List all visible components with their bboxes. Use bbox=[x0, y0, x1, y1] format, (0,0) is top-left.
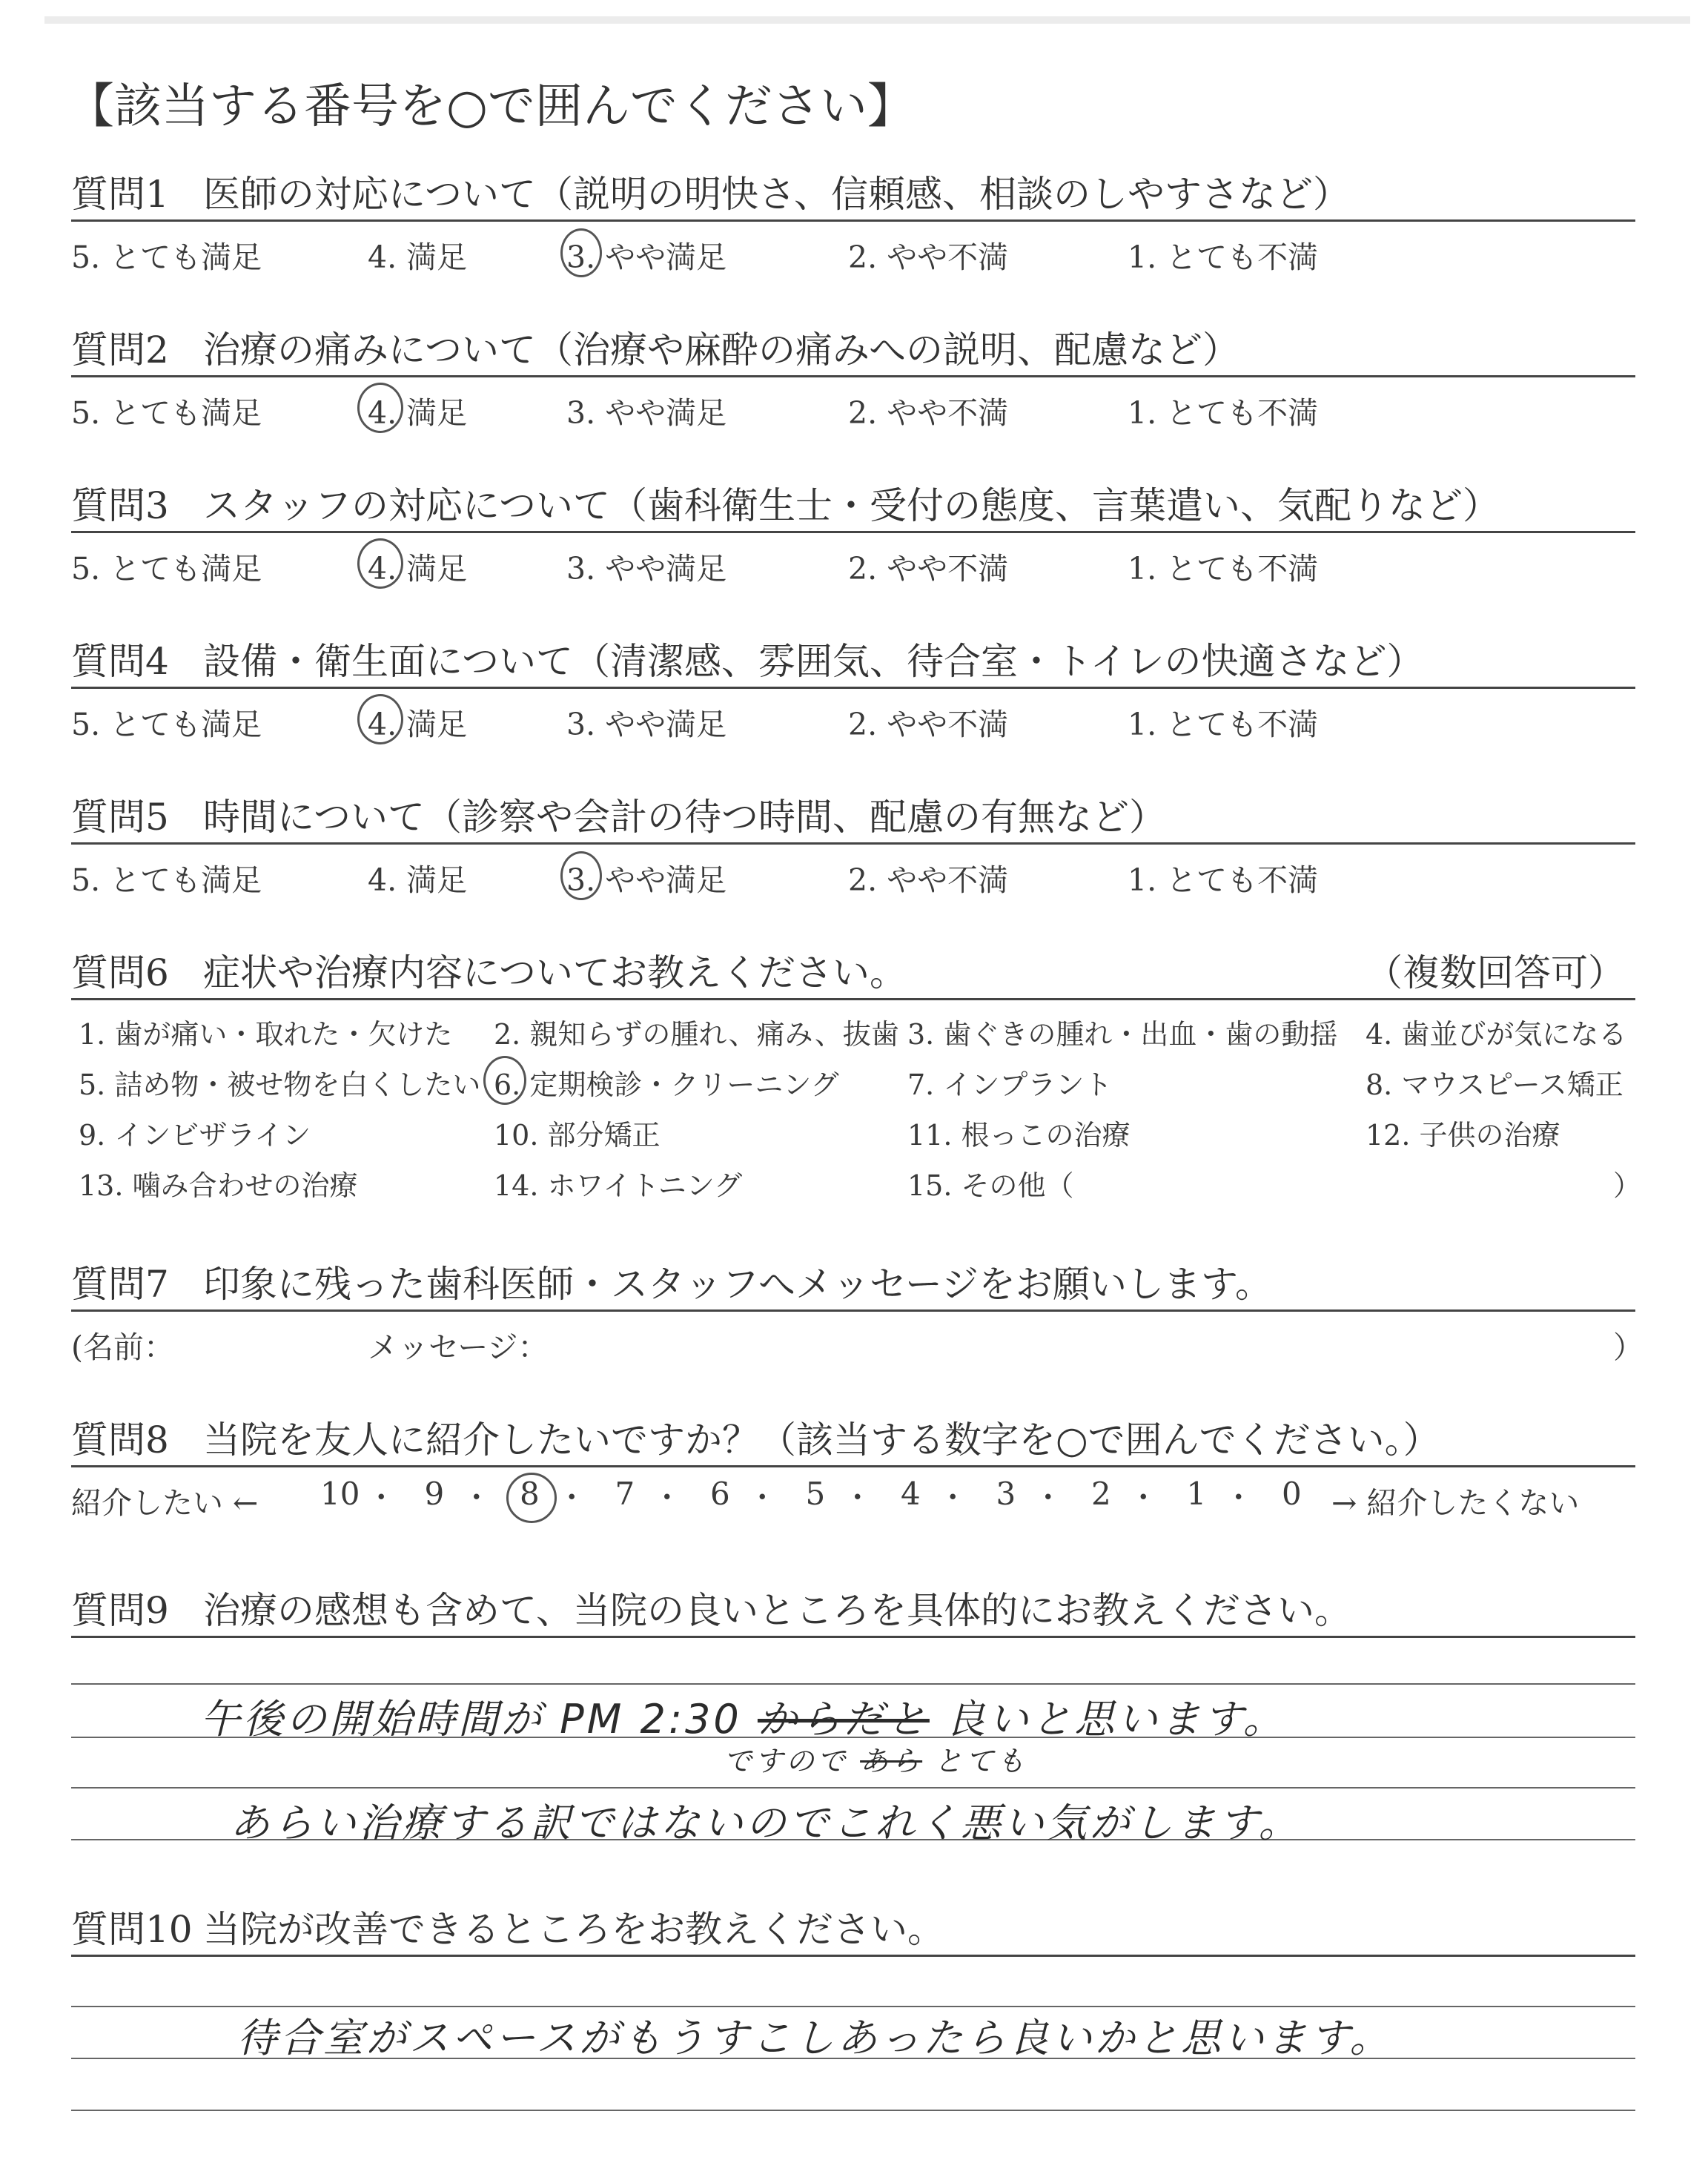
option-3[interactable]: 3. やや満足 bbox=[566, 551, 727, 587]
option-3[interactable]: 3. やや満足 bbox=[566, 862, 727, 898]
question-text: 当院が改善できるところをお教えください。 bbox=[203, 1908, 944, 1951]
question-text: 印象に残った歯科医師・スタッフへメッセージをお願いします。 bbox=[203, 1263, 1272, 1306]
question-1 bbox=[71, 165, 1635, 313]
question-text: 治療の感想も含めて、当院の良いところを具体的にお教えください。 bbox=[203, 1589, 1351, 1632]
other-close-paren: ） bbox=[1613, 1169, 1642, 1202]
scale-separator: ・ bbox=[747, 1481, 778, 1515]
question-number: 質問3 bbox=[71, 484, 169, 527]
message-close-paren: ） bbox=[1613, 1330, 1644, 1365]
multiple-answers-note: （複数回答可） bbox=[1366, 951, 1625, 994]
question-rule bbox=[71, 687, 1635, 689]
question-2 bbox=[71, 320, 1635, 469]
scale-value-8[interactable]: 8 bbox=[520, 1476, 540, 1512]
question-number: 質問2 bbox=[71, 328, 169, 371]
recommend-left-label: 紹介したい ← bbox=[71, 1485, 259, 1521]
treatment-item-3[interactable]: 3. 歯ぐきの腫れ・出血・歯の動揺 bbox=[907, 1018, 1338, 1051]
answer-text: 良いと思います。 bbox=[945, 1696, 1286, 1743]
treatment-item-7[interactable]: 7. インプラント bbox=[907, 1069, 1113, 1101]
question-4 bbox=[71, 632, 1635, 780]
question-8 bbox=[71, 1410, 1635, 1529]
treatment-item-5[interactable]: 5. 詰め物・被せ物を白くしたい bbox=[79, 1069, 481, 1101]
page-title: 【該当する番号を○で囲んでください】 bbox=[67, 79, 915, 134]
question-text: 治療の痛みについて（治療や麻酔の痛みへの説明、配慮など） bbox=[203, 328, 1239, 371]
question-3-heading bbox=[71, 476, 1500, 529]
treatment-item-2[interactable]: 2. 親知らずの腫れ、痛み、抜歯 bbox=[494, 1018, 899, 1051]
question-7 bbox=[71, 1255, 1644, 1373]
scale-separator: ・ bbox=[1128, 1481, 1159, 1515]
option-1[interactable]: 1. とても不満 bbox=[1128, 240, 1319, 275]
treatment-item-4[interactable]: 4. 歯並びが気になる bbox=[1366, 1018, 1627, 1051]
question-rule bbox=[71, 1309, 1635, 1312]
question-text: 設備・衛生面について（清潔感、雰囲気、待合室・トイレの快適さなど） bbox=[203, 640, 1424, 683]
option-3[interactable]: 3. やや満足 bbox=[566, 707, 727, 742]
treatment-item-11[interactable]: 11. 根っこの治療 bbox=[907, 1119, 1131, 1152]
scale-value-6[interactable]: 6 bbox=[710, 1476, 730, 1512]
scale-value-7[interactable]: 7 bbox=[615, 1476, 635, 1512]
scale-value-9[interactable]: 9 bbox=[424, 1476, 445, 1512]
question-text: 当院を友人に紹介したいですか？（該当する数字を○で囲んでください。） bbox=[203, 1418, 1440, 1462]
answer-line bbox=[71, 2110, 1635, 2111]
question-rule bbox=[71, 842, 1635, 845]
selection-circle bbox=[483, 1056, 526, 1105]
scale-value-2[interactable]: 2 bbox=[1091, 1476, 1111, 1512]
question-4-heading bbox=[71, 632, 1424, 685]
question-text: 医師の対応について（説明の明快さ、信頼感、相談のしやすさなど） bbox=[203, 173, 1350, 216]
option-1[interactable]: 1. とても不満 bbox=[1128, 862, 1319, 898]
question-7-heading bbox=[71, 1255, 1272, 1308]
answer-text: とても bbox=[934, 1745, 1028, 1777]
handwritten-answer: 待合室がスペースがもうすこしあったら良いかと思います。 bbox=[237, 2015, 1393, 2061]
scale-separator: ・ bbox=[557, 1481, 587, 1515]
question-1-heading bbox=[71, 165, 1350, 218]
treatment-item-13[interactable]: 13. 噛み合わせの治療 bbox=[79, 1169, 358, 1202]
scale-value-5[interactable]: 5 bbox=[805, 1476, 826, 1512]
treatment-item-15[interactable]: 15. その他（ bbox=[907, 1169, 1074, 1202]
treatment-item-1[interactable]: 1. 歯が痛い・取れた・欠けた bbox=[79, 1018, 453, 1051]
scale-separator: ・ bbox=[652, 1481, 682, 1515]
recommend-right-label: → 紹介したくない bbox=[1331, 1485, 1580, 1521]
option-4[interactable]: 4. 満足 bbox=[368, 862, 468, 898]
question-rule bbox=[71, 531, 1635, 533]
scale-value-4[interactable]: 4 bbox=[901, 1476, 921, 1512]
question-text: スタッフの対応について（歯科衛生士・受付の態度、言葉遣い、気配りなど） bbox=[203, 484, 1500, 527]
answer-line bbox=[71, 1683, 1635, 1685]
option-2[interactable]: 2. やや不満 bbox=[848, 862, 1009, 898]
scale-value-0[interactable]: 0 bbox=[1282, 1476, 1302, 1512]
answer-text: 午後の開始時間が PM 2:30 bbox=[200, 1696, 742, 1743]
option-4[interactable]: 4. 満足 bbox=[368, 551, 468, 587]
question-text: 時間について（診察や会計の待つ時間、配慮の有無など） bbox=[203, 796, 1166, 839]
scale-separator: ・ bbox=[461, 1481, 491, 1515]
handwritten-answer-line-2: あらい治療する訳ではないのでこれく悪い気がします。 bbox=[230, 1800, 1302, 1846]
treatment-item-10[interactable]: 10. 部分矯正 bbox=[494, 1119, 661, 1152]
scale-value-10[interactable]: 10 bbox=[320, 1476, 360, 1512]
question-number: 質問7 bbox=[71, 1263, 169, 1306]
treatment-item-14[interactable]: 14. ホワイトニング bbox=[494, 1169, 743, 1202]
option-5[interactable]: 5. とても満足 bbox=[71, 395, 262, 431]
question-rule bbox=[71, 375, 1635, 377]
question-10 bbox=[71, 1900, 1635, 2144]
message-label: メッセージ： bbox=[368, 1330, 549, 1365]
question-10-heading bbox=[71, 1900, 944, 1953]
option-4[interactable]: 4. 満足 bbox=[368, 707, 468, 742]
question-5-heading bbox=[71, 787, 1166, 841]
treatment-item-8[interactable]: 8. マウスピース矯正 bbox=[1366, 1069, 1623, 1101]
treatment-item-9[interactable]: 9. インビザライン bbox=[79, 1119, 311, 1152]
question-number: 質問6 bbox=[71, 951, 169, 994]
scale-value-1[interactable]: 1 bbox=[1186, 1476, 1207, 1512]
scan-edge bbox=[44, 16, 1690, 24]
scale-separator: ・ bbox=[842, 1481, 873, 1515]
name-label: (名前： bbox=[71, 1330, 174, 1365]
option-4[interactable]: 4. 満足 bbox=[368, 240, 468, 275]
answer-line bbox=[71, 1787, 1635, 1789]
selection-circle bbox=[506, 1473, 557, 1523]
option-2[interactable]: 2. やや不満 bbox=[848, 240, 1009, 275]
option-5[interactable]: 5. とても満足 bbox=[71, 707, 262, 742]
question-rule bbox=[71, 1955, 1635, 1957]
option-1[interactable]: 1. とても不満 bbox=[1128, 551, 1319, 587]
scale-value-3[interactable]: 3 bbox=[996, 1476, 1016, 1512]
scale-separator: ・ bbox=[938, 1481, 968, 1515]
selection-circle bbox=[357, 538, 403, 589]
question-3 bbox=[71, 476, 1635, 624]
answer-text: ですので bbox=[724, 1745, 849, 1777]
option-1[interactable]: 1. とても不満 bbox=[1128, 395, 1319, 431]
scale-separator: ・ bbox=[366, 1481, 397, 1515]
question-text: 症状や治療内容についてお教えください。 bbox=[203, 951, 907, 994]
handwritten-answer-line-1 bbox=[200, 1688, 1286, 1745]
recommend-scale bbox=[71, 1410, 1635, 1529]
option-2[interactable]: 2. やや不満 bbox=[848, 551, 1009, 587]
question-number: 質問10 bbox=[71, 1908, 193, 1951]
option-3[interactable]: 3. やや満足 bbox=[566, 395, 727, 431]
option-2[interactable]: 2. やや不満 bbox=[848, 395, 1009, 431]
option-2[interactable]: 2. やや不満 bbox=[848, 707, 1009, 742]
treatment-item-12[interactable]: 12. 子供の治療 bbox=[1366, 1119, 1560, 1152]
selection-circle bbox=[560, 851, 602, 900]
question-2-heading bbox=[71, 320, 1239, 374]
scale-separator: ・ bbox=[1033, 1481, 1063, 1515]
option-3[interactable]: 3. やや満足 bbox=[566, 240, 727, 275]
question-number: 質問5 bbox=[71, 796, 169, 839]
question-9-heading bbox=[71, 1581, 1351, 1634]
option-5[interactable]: 5. とても満足 bbox=[71, 551, 262, 587]
struck-text: あら bbox=[860, 1745, 923, 1777]
question-6 bbox=[71, 943, 1642, 1225]
selection-circle bbox=[560, 228, 602, 277]
selection-circle bbox=[357, 694, 403, 744]
question-9 bbox=[71, 1581, 1635, 1863]
question-rule bbox=[71, 1636, 1635, 1638]
question-number: 質問4 bbox=[71, 640, 169, 683]
option-4[interactable]: 4. 満足 bbox=[368, 395, 468, 431]
treatment-item-6[interactable]: 6. 定期検診・クリーニング bbox=[494, 1069, 839, 1101]
option-5[interactable]: 5. とても満足 bbox=[71, 240, 262, 275]
scale-separator: ・ bbox=[1223, 1481, 1254, 1515]
question-5 bbox=[71, 787, 1635, 936]
handwritten-insert bbox=[724, 1738, 1027, 1779]
question-number: 質問1 bbox=[71, 173, 169, 216]
question-number: 質問8 bbox=[71, 1418, 169, 1462]
question-rule bbox=[71, 219, 1635, 222]
option-1[interactable]: 1. とても不満 bbox=[1128, 707, 1319, 742]
question-rule bbox=[71, 998, 1635, 1000]
question-6-heading bbox=[71, 943, 907, 997]
question-number: 質問9 bbox=[71, 1589, 169, 1632]
selection-circle bbox=[357, 383, 403, 433]
struck-text: からだと bbox=[757, 1696, 930, 1743]
option-5[interactable]: 5. とても満足 bbox=[71, 862, 262, 898]
